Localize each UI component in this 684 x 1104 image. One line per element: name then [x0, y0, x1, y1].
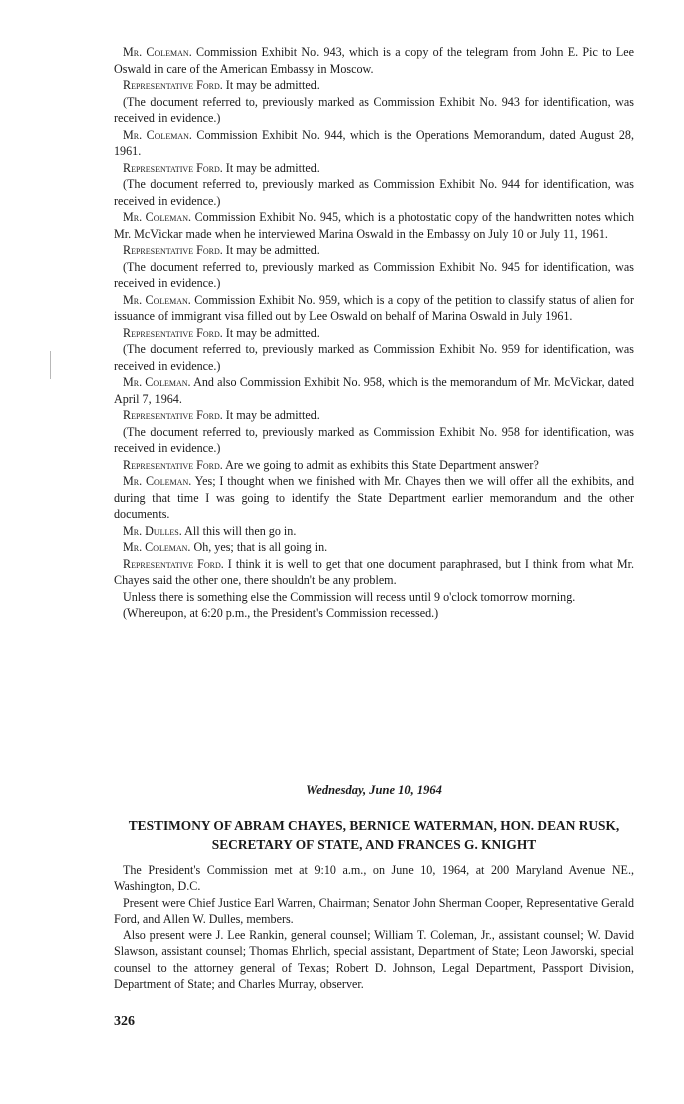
paragraph-text: Unless there is something else the Commission will recess until 9 o'clock tomorrow morning.	[123, 589, 576, 604]
transcript-paragraph	[114, 127, 634, 160]
paragraph-text: (Whereupon, at 6:20 p.m., the President's Commission recessed.)	[123, 606, 439, 620]
transcript-paragraph	[114, 457, 634, 474]
body-paragraph: The President's Commission met at 9:10 a.m., on June 10, 1964, at 200 Maryland Avenue NE., Washington, D.C.	[114, 863, 634, 894]
speaker-name: Mr. Coleman.	[123, 45, 192, 59]
paragraph-text: All this will then go in.	[184, 523, 297, 538]
speaker-name: Mr. Coleman.	[123, 210, 191, 224]
transcript-paragraph	[114, 605, 634, 622]
page-number: 326	[114, 1014, 135, 1029]
transcript-paragraph	[114, 523, 634, 540]
speaker-name: Mr. Coleman.	[123, 127, 192, 142]
speaker-name: Mr. Coleman.	[123, 375, 191, 389]
body-paragraph: Also present were J. Lee Rankin, general counsel; William T. Coleman, Jr., assistant counsel; W. David Slawson, assistant counsel; Thomas Ehrlich, special assistant, Department of State; Leon Jaworski, special counsel to the attorney general of Texas; Robert D. Johnson, Legal Department, Passport Division, Department of State; and Charles Murray, observer.	[114, 928, 634, 992]
paragraph-text: (The document referred to, previously marked as Commission Exhibit No. 945 for identification, was received in evidence.)	[114, 259, 634, 290]
paragraph-text: (The document referred to, previously marked as Commission Exhibit No. 958 for identification, was received in evidence.)	[114, 424, 634, 455]
date-heading: Wednesday, June 10, 1964	[306, 783, 442, 797]
paragraph-text: It may be admitted.	[225, 325, 320, 340]
transcript-paragraph	[114, 589, 634, 606]
paragraph-text: (The document referred to, previously marked as Commission Exhibit No. 943 for identification, was received in evidence.)	[114, 94, 634, 125]
speaker-name: Representative Ford.	[123, 243, 223, 257]
transcript-paragraph	[114, 160, 634, 177]
paragraph-text: Commission Exhibit No. 945, which is a photostatic copy of the handwritten notes which Mr. McVickar made when he interviewed Marina Oswald in the Embassy on July 10 or July 11, 1961.	[114, 210, 634, 241]
paragraph-text: Are we going to admit as exhibits this State Department answer?	[225, 457, 539, 472]
paragraph-text: (The document referred to, previously marked as Commission Exhibit No. 944 for identification, was received in evidence.)	[114, 177, 634, 208]
paragraph-text: I think it is well to get that one document paraphrased, but I think from what Mr. Chayes said the other one, there shouldn't be any problem.	[114, 556, 634, 587]
body-paragraph: Present were Chief Justice Earl Warren, Chairman; Senator John Sherman Cooper, Representative Gerald Ford, and Allen W. Dulles, members.	[114, 895, 634, 926]
margin-mark	[50, 351, 51, 379]
speaker-name: Representative Ford.	[123, 408, 223, 422]
transcript-paragraph	[114, 94, 634, 127]
paragraph-text: It may be admitted.	[225, 408, 320, 422]
transcript-paragraph	[114, 325, 634, 342]
speaker-name: Representative Ford.	[123, 78, 223, 92]
transcript-paragraph	[114, 242, 634, 259]
transcript-paragraph	[114, 424, 634, 457]
speaker-name: Representative Ford.	[123, 160, 223, 175]
session-body	[114, 862, 634, 992]
paragraph-text: It may be admitted.	[225, 243, 320, 257]
transcript-paragraph	[114, 374, 634, 407]
transcript-paragraph	[114, 407, 634, 424]
transcript-paragraph	[114, 176, 634, 209]
transcript-block	[114, 44, 634, 622]
paragraph-text: (The document referred to, previously marked as Commission Exhibit No. 959 for identification, was received in evidence.)	[114, 342, 634, 373]
paragraph-text: And also Commission Exhibit No. 958, which is the memorandum of Mr. McVickar, dated April 7, 1964.	[114, 375, 635, 406]
speaker-name: Representative Ford.	[123, 325, 223, 340]
transcript-paragraph	[114, 539, 634, 556]
paragraph-text: Oh, yes; that is all going in.	[193, 540, 328, 554]
transcript-paragraph	[114, 473, 634, 523]
transcript-paragraph	[114, 209, 634, 242]
transcript-paragraph	[114, 259, 634, 292]
speaker-name: Mr. Dulles.	[123, 523, 182, 538]
paragraph-text: It may be admitted.	[225, 160, 320, 175]
paragraph-text: Commission Exhibit No. 944, which is the Operations Memorandum, dated August 28, 1961.	[114, 127, 634, 158]
transcript-paragraph	[114, 556, 634, 589]
paragraph-text: Yes; I thought when we finished with Mr. Chayes then we will offer all the exhibits, and during that time I was going to identify the State Department earlier memorandum and the other documents.	[114, 474, 634, 521]
speaker-name: Mr. Coleman.	[123, 540, 191, 554]
speaker-name: Representative Ford.	[123, 556, 224, 571]
paragraph-text: Commission Exhibit No. 943, which is a copy of the telegram from John E. Pic to Lee Oswald in care of the American Embassy in Moscow.	[114, 45, 634, 76]
testimony-title: TESTIMONY OF ABRAM CHAYES, BERNICE WATERMAN, HON. DEAN RUSK, SECRETARY OF STATE, AND FRANCES G. KNIGHT	[128, 818, 620, 852]
transcript-paragraph	[114, 77, 634, 94]
speaker-name: Mr. Coleman.	[123, 474, 192, 488]
speaker-name: Representative Ford.	[123, 457, 223, 472]
transcript-paragraph	[114, 341, 634, 374]
transcript-paragraph	[114, 44, 634, 77]
transcript-paragraph	[114, 292, 634, 325]
paragraph-text: Commission Exhibit No. 959, which is a copy of the petition to classify status of alien for issuance of immigrant visa filled out by Lee Oswald on behalf of Marina Oswald in July 1961.	[114, 292, 634, 323]
paragraph-text: It may be admitted.	[225, 78, 320, 92]
speaker-name: Mr. Coleman.	[123, 292, 191, 307]
